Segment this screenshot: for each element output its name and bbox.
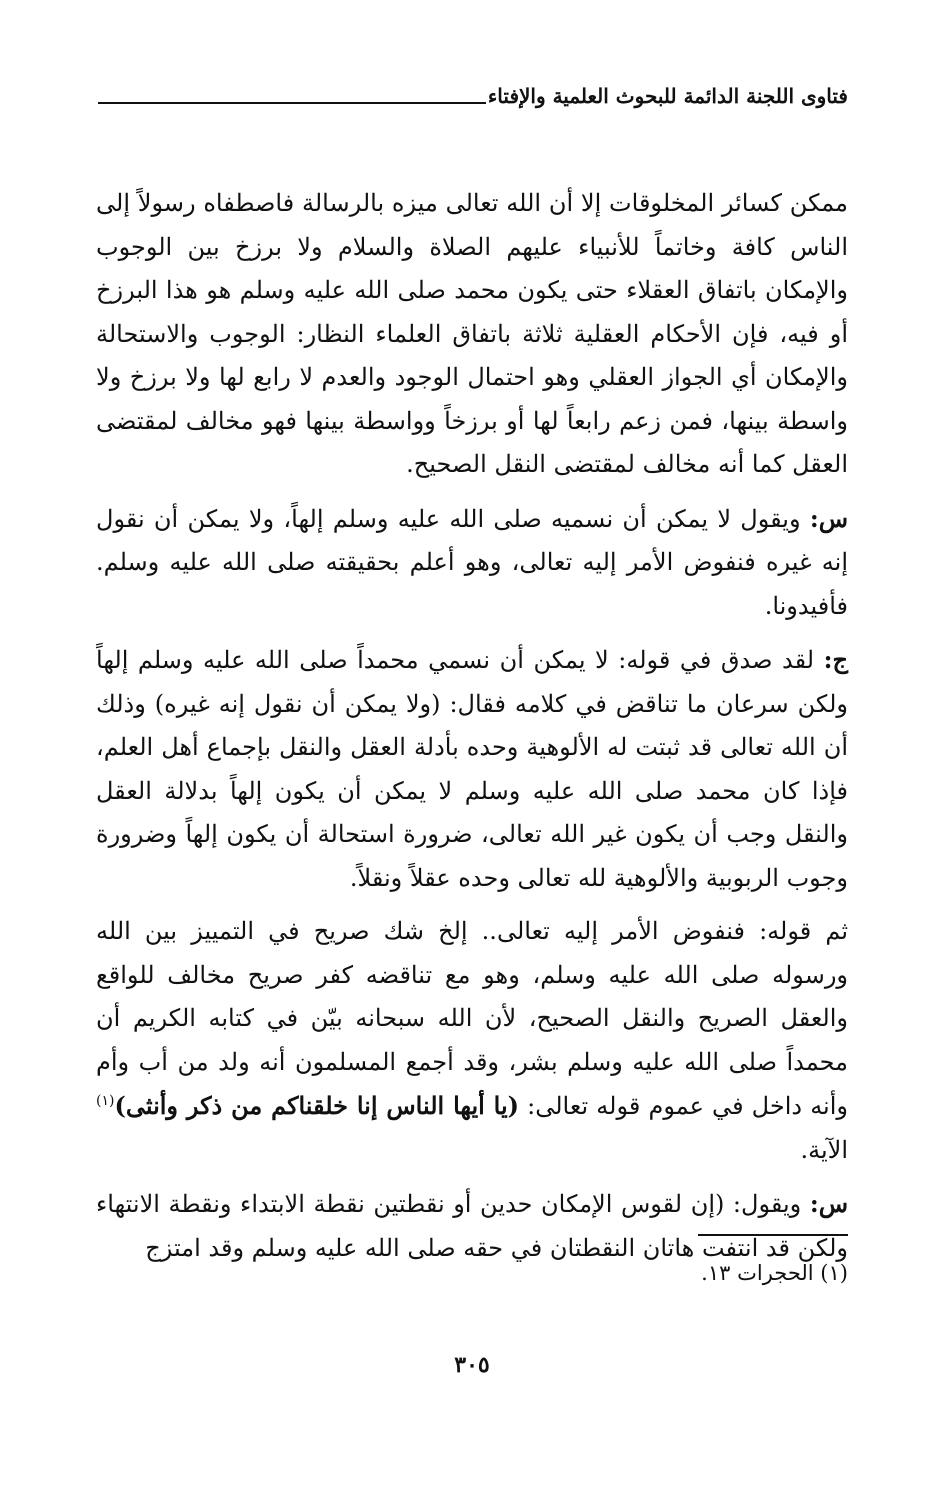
quran-verse: (يا أيها الناس إنا خلقناكم من ذكر وأنثى) [114,1091,520,1120]
paragraph-1-text: ممكن كسائر المخلوقات إلا أن الله تعالى ميزه بالرسالة فاصطفاه رسولاً إلى الناس كافة وخاتماً للأنبياء عليهم الصلاة والسلام ولا برزخ بين الوجوب والإمكان باتفاق العقلاء حتى يكون محمد صلى الله عليه وسلم هو هذا البرزخ أو فيه، فإن الأحكام العقلية ثلاثة باتفاق العلماء النظار: الوجوب والاستحالة والإمكان أي الجواز العقلي وهو احتمال الوجود والعدم لا رابع لها ولا برزخ ولا واسطة بينها، فمن زعم رابعاً لها أو برزخاً وواسطة بينها فهو مخالف لمقتضى العقل كما أنه مخالف لمقتضى النقل الصحيح. [96,189,848,478]
paragraph-2-question [96,497,848,629]
paragraph-2-text: ويقول لا يمكن أن نسميه صلى الله عليه وسلم إلهاً، ولا يمكن أن نقول إنه غيره فنفوض الأمر إليه تعالى، وهو أعلم بحقيقته صلى الله عليه وسلم. فأفيدونا. [96,504,848,620]
paragraph-4-text-after: الآية. [800,1135,848,1164]
paragraph-4 [96,910,848,1172]
question-label: س: [809,503,848,533]
paragraph-1 [96,182,848,487]
paragraph-3-text: لقد صدق في قوله: لا يمكن أن نسمي محمداً صلى الله عليه وسلم إلهاً ولكن سرعان ما تناقض في كلامه فقال: (ولا يمكن أن نقول إنه غيره) وذلك أن الله تعالى قد ثبتت له الألوهية وحده بأدلة العقل والنقل بإجماع أهل العلم، فإذا كان محمد صلى الله عليه وسلم لا يمكن أن يكون إلهاً بدلالة العقل والنقل وجب أن يكون غير الله تعالى، ضرورة استحالة أن يكون إلهاً وضرورة وجوب الربوبية والألوهية لله تعالى وحده عقلاً ونقلاً. [96,646,848,892]
footnote-reference[interactable]: (١) [96,1093,115,1109]
running-header [98,80,848,110]
footnote-separator [698,1234,848,1236]
question-label-2: س: [809,1189,848,1218]
footnote: (١) الحجرات ١٣. [701,1261,848,1285]
body-text [96,182,848,1280]
paragraph-5-question [96,1182,848,1270]
paragraph-4-text-before: ثم قوله: فنفوض الأمر إليه تعالى.. إلخ شك صريح في التمييز بين الله ورسوله صلى الله عليه وسلم، وهو مع تناقضه كفر صريح مخالف للواقع والعقل الصريح والنقل الصحيح، لأن الله سبحانه بيّن في كتابه الكريم أن محمداً صلى الله عليه وسلم بشر، وقد أجمع المسلمون أنه ولد من أب وأم وأنه داخل في عموم قوله تعالى: [96,917,848,1120]
header-rule [98,102,486,104]
header-title: فتاوى اللجنة الدائمة للبحوث العلمية والإفتاء [487,84,848,108]
paragraph-5-text: ويقول: (إن لقوس الإمكان حدين أو نقطتين نقطة الابتداء ونقطة الانتهاء ولكن قد انتفت هاتان النقطتان في حقه صلى الله عليه وسلم وقد امتزج [96,1190,848,1262]
answer-label: ج: [823,645,848,674]
page-number: ٣٠٥ [454,1352,490,1378]
paragraph-3-answer [96,638,848,900]
